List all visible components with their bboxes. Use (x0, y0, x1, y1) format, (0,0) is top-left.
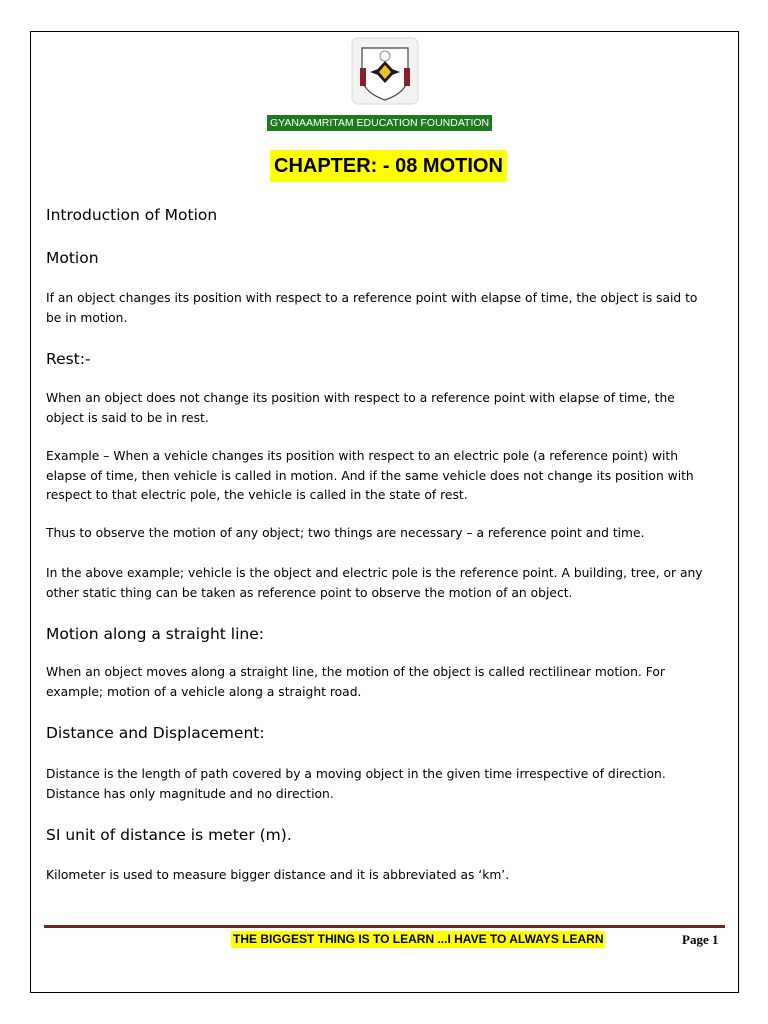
above-example-paragraph: In the above example; vehicle is the object and electric pole is the reference point. A building, tree, or any other static thing can be taken as reference point to observe the motion of an object. (46, 566, 703, 600)
si-unit-heading: SI unit of distance is meter (m). (46, 826, 292, 844)
intro-heading: Introduction of Motion (46, 206, 218, 224)
organization-banner: GYANAAMRITAM EDUCATION FOUNDATION (267, 115, 492, 131)
chapter-title: CHAPTER: - 08 MOTION (270, 150, 507, 182)
distance-heading: Distance and Displacement: (46, 724, 265, 742)
rest-heading: Rest:- (46, 350, 91, 368)
motion-heading: Motion (46, 249, 99, 267)
motion-paragraph: If an object changes its position with respect to a reference point with elapse of time, the object is said to be in motion. (46, 291, 698, 325)
footer-motto: THE BIGGEST THING IS TO LEARN ...I HAVE TO ALWAYS LEARN (233, 932, 604, 946)
thus-paragraph: Thus to observe the motion of any object; two things are necessary – a reference point and time. (46, 526, 645, 540)
kilometer-paragraph: Kilometer is used to measure bigger distance and it is abbreviated as ‘km’. (46, 868, 510, 882)
example-paragraph: Example – When a vehicle changes its position with respect to an electric pole (a reference point) with elapse of time, then vehicle is called in motion. And if the same vehicle does not change its position with respect to that electric pole, the vehicle is called in the state of rest. (46, 449, 694, 502)
distance-paragraph: Distance is the length of path covered by a moving object in the given time irrespective of direction. Distance has only magnitude and no direction. (46, 767, 666, 801)
footer-divider (44, 925, 725, 928)
foundation-emblem-icon (350, 36, 420, 106)
straight-line-heading: Motion along a straight line: (46, 625, 264, 643)
straight-line-paragraph: When an object moves along a straight line, the motion of the object is called rectilinear motion. For example; motion of a vehicle along a straight road. (46, 665, 665, 699)
page-number: Page 1 (682, 932, 719, 947)
rest-paragraph: When an object does not change its position with respect to a reference point with elapse of time, the object is said to be in rest. (46, 391, 675, 425)
